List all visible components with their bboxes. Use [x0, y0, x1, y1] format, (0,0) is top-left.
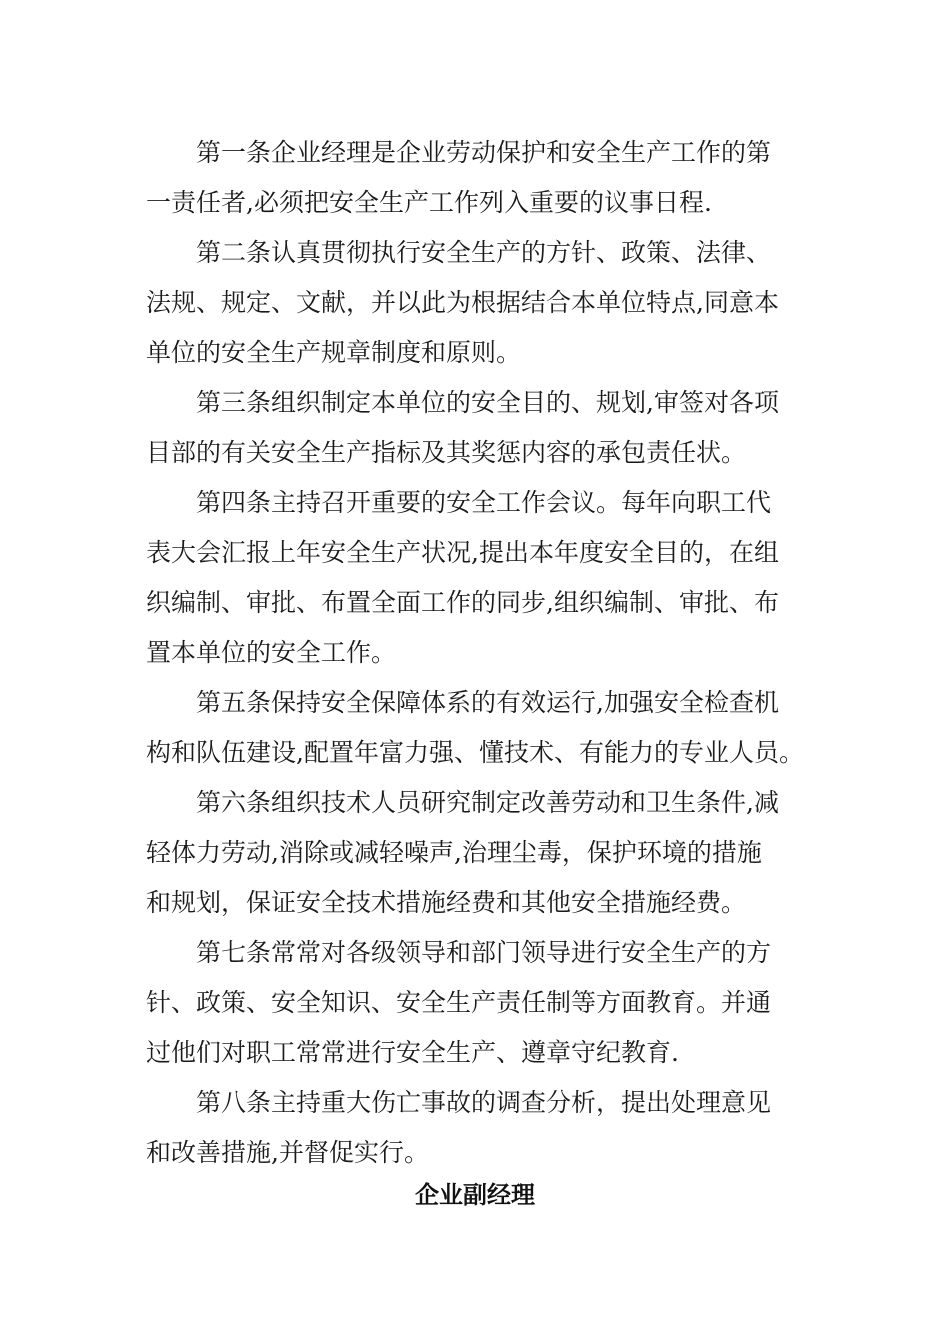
article-line: 构和队伍建设,配置年富力强、懂技术、有能力的专业人员。 — [146, 738, 804, 767]
article-8 — [146, 1078, 810, 1178]
article-1 — [146, 128, 810, 228]
article-6 — [146, 778, 810, 928]
article-line: 第八条主持重大伤亡事故的调查分析，提出处理意见 — [196, 1088, 772, 1117]
article-line: 第七条常常对各级领导和部门领导进行安全生产的方 — [196, 938, 772, 967]
article-5 — [146, 678, 810, 778]
document-body — [146, 128, 810, 1178]
article-7 — [146, 928, 810, 1078]
article-line: 第四条主持召开重要的安全工作会议。每年向职工代 — [196, 488, 772, 517]
article-3 — [146, 378, 810, 478]
section-heading: 企业副经理 — [415, 1181, 535, 1209]
article-line: 目部的有关安全生产指标及其奖惩内容的承包责任状。 — [146, 438, 747, 467]
article-line: 第三条组织制定本单位的安全目的、规划,审签对各项 — [196, 388, 779, 417]
article-line: 和规划，保证安全技术措施经费和其他安全措施经费。 — [146, 888, 747, 917]
article-line: 第一条企业经理是企业劳动保护和安全生产工作的第 — [196, 138, 772, 167]
article-line: 第五条保持安全保障体系的有效运行,加强安全检查机 — [196, 688, 779, 717]
article-line: 表大会汇报上年安全生产状况,提出本年度安全目的，在组 — [146, 538, 779, 567]
article-line: 置本单位的安全工作。 — [146, 638, 397, 667]
article-line: 织编制、审批、布置全面工作的同步,组织编制、审批、布 — [146, 588, 779, 617]
article-line: 一责任者,必须把安全生产工作列入重要的议事日程. — [146, 188, 712, 217]
article-line: 第六条组织技术人员研究制定改善劳动和卫生条件,减 — [196, 788, 779, 817]
article-4 — [146, 478, 810, 678]
article-line: 法规、规定、文献，并以此为根据结合本单位特点,同意本 — [146, 288, 779, 317]
article-line: 单位的安全生产规章制度和原则。 — [146, 338, 522, 367]
article-2 — [146, 228, 810, 378]
article-line: 第二条认真贯彻执行安全生产的方针、政策、法律、 — [196, 238, 772, 267]
article-line: 针、政策、安全知识、安全生产责任制等方面教育。并通 — [146, 988, 772, 1017]
article-line: 和改善措施,并督促实行。 — [146, 1138, 429, 1167]
article-line: 轻体力劳动,消除或减轻噪声,治理尘毒，保护环境的措施 — [146, 838, 762, 867]
article-line: 过他们对职工常常进行安全生产、遵章守纪教育. — [146, 1038, 679, 1067]
